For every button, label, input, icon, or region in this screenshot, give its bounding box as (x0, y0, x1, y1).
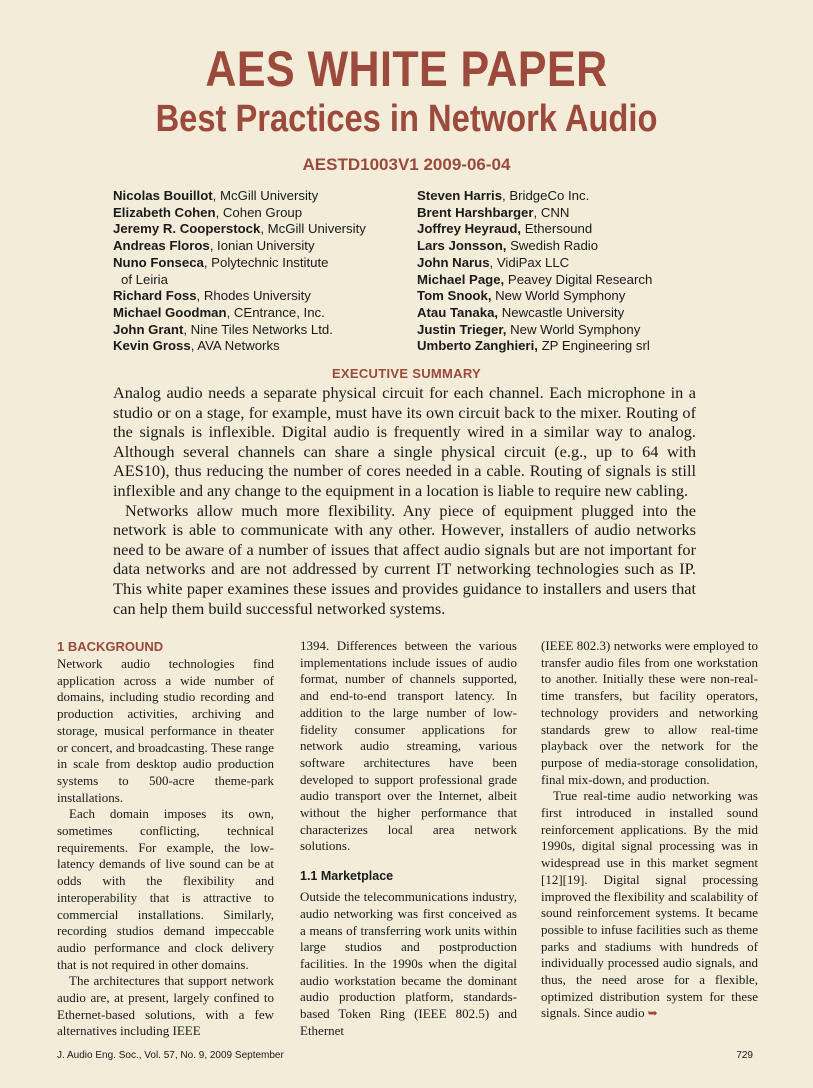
author-entry: Lars Jonsson, Swedish Radio (417, 238, 599, 254)
author-entry: Kevin Gross, AVA Networks (113, 338, 280, 354)
author-entry: Nuno Fonseca, Polytechnic Institute (113, 254, 329, 270)
author-entry: Michael Goodman, CEntrance, Inc. (113, 304, 325, 320)
body-paragraph: 1394. Differences between the various implementations include issues of audio format, number of channels supported, and end-to-end transport latency. In addition to the large number of low-fidelity consumer applications for network audio streaming, various software architectures have been developed to support professional grade audio transport over the Internet, albeit without the higher performance that characterizes local area network solutions. (300, 638, 517, 854)
author-entry: Umberto Zanghieri, ZP Engineering srl (417, 338, 650, 354)
section-heading: 1 BACKGROUND (57, 639, 164, 654)
author-entry: John Narus, VidiPax LLC (417, 254, 570, 270)
body-paragraph: Each domain imposes its own, sometimes conflicting, technical requirements. For example, the low-latency demands of live sound can be at odds with the flexibility and interoperability that is attractive to commercial installations. Similarly, recording studios demand impeccable audio performance and clock delivery that is not required in other domains. (57, 806, 274, 972)
author-entry: Atau Tanaka, Newcastle University (417, 304, 625, 320)
subsection-heading: 1.1 Marketplace (300, 869, 394, 884)
body-column-2 (300, 638, 517, 1039)
body-paragraph: Outside the telecommunications industry, audio networking was first conceived as a means of transferring work units within large studios and postproduction facilities. In the 1990s when the digital audio workstation became the dominant audio production platform, standards-based Token Ring (IEEE 802.5) and Ethernet (300, 889, 517, 1038)
author-entry: Justin Trieger, New World Symphony (417, 321, 641, 337)
standard-id: AESTD1003V1 2009-06-04 (302, 155, 511, 174)
author-entry: Nicolas Bouillot, McGill University (113, 188, 319, 203)
author-list-right (417, 188, 717, 355)
author-entry: Jeremy R. Cooperstock, McGill University (113, 221, 366, 237)
author-entry: John Grant, Nine Tiles Networks Ltd. (113, 321, 333, 337)
continued-arrow-icon: ➥ (647, 1006, 658, 1021)
body-paragraph: The architectures that support network audio are, at present, largely confined to Ethernet-based solutions, with a few alternatives including IEEE (57, 973, 274, 1039)
body-column-1 (57, 638, 274, 1040)
author-entry: Brent Harshbarger, CNN (417, 204, 570, 220)
page-number: 729 (736, 1050, 753, 1061)
paper-title: AES WHITE PAPER (205, 41, 608, 97)
executive-summary-paragraph: Networks allow much more flexibility. Any piece of equipment plugged into the network is able to communicate with any other. However, installers of audio networks need to be aware of a number of issues that affect audio signals but are not important for data networks and are not addressed by current IT networking technologies such as IP. This white paper examines these issues and provides guidance to installers and users that can help them build successful networked systems. (113, 500, 696, 618)
author-entry-continuation: of Leiria (121, 271, 168, 287)
author-entry: Elizabeth Cohen, Cohen Group (113, 204, 303, 220)
paper-subtitle: Best Practices in Network Audio (155, 98, 658, 140)
executive-summary-paragraph: Analog audio needs a separate physical circuit for each channel. Each microphone in a studio or on a stage, for example, must have its own circuit back to the mixer. Routing of the signals is inflexible. Digital audio is frequently wired in a similar way to analog. Although several channels can share a single physical circuit (e.g., up to 64 with AES10), thus reducing the number of cores needed in a cable. Routing of signals is still inflexible and any change to the equipment in a location is liable to require new cabling. (113, 383, 696, 500)
body-paragraph: Network audio technologies find application across a wide number of domains, including studio recording and production activities, archiving and storage, musical performance in theater or concert, and broadcasting. These range in scale from desktop audio production systems to 500-acre theme-park installations. (57, 656, 274, 805)
author-entry: Richard Foss, Rhodes University (113, 288, 311, 304)
author-entry: Michael Page, Peavey Digital Research (417, 271, 653, 287)
author-entry: Andreas Floros, Ionian University (113, 238, 315, 254)
executive-summary-heading: EXECUTIVE SUMMARY (331, 366, 482, 381)
author-entry: Tom Snook, New World Symphony (417, 288, 626, 304)
body-column-3 (541, 638, 758, 1022)
executive-summary (113, 383, 696, 618)
author-entry: Steven Harris, BridgeCo Inc. (417, 188, 590, 203)
journal-citation: J. Audio Eng. Soc., Vol. 57, No. 9, 2009 September (57, 1050, 284, 1061)
author-entry: Joffrey Heyraud, Ethersound (417, 221, 593, 237)
author-list-left (113, 188, 403, 355)
body-paragraph: (IEEE 802.3) networks were employed to transfer audio files from one workstation to another. Initially these were non-real-time transfers, but facility operators, technology providers and networking standards grew to allow real-time playback over the network for the purpose of media-storage consolidation, final mix-down, and production. (541, 638, 758, 787)
body-paragraph: True real-time audio networking was first introduced in installed sound reinforcement applications. By the mid 1990s, digital signal processing was in widespread use in this market segment [12][19]. Digital signal processing improved the flexibility and scalability of sound reinforcement systems. It became possible to infuse facilities such as theme parks and stadiums with hundreds of individually processed audio signals, and thus, the need arose for a flexible, optimized distribution system for these signals. Since audio ➥ (541, 788, 758, 1021)
